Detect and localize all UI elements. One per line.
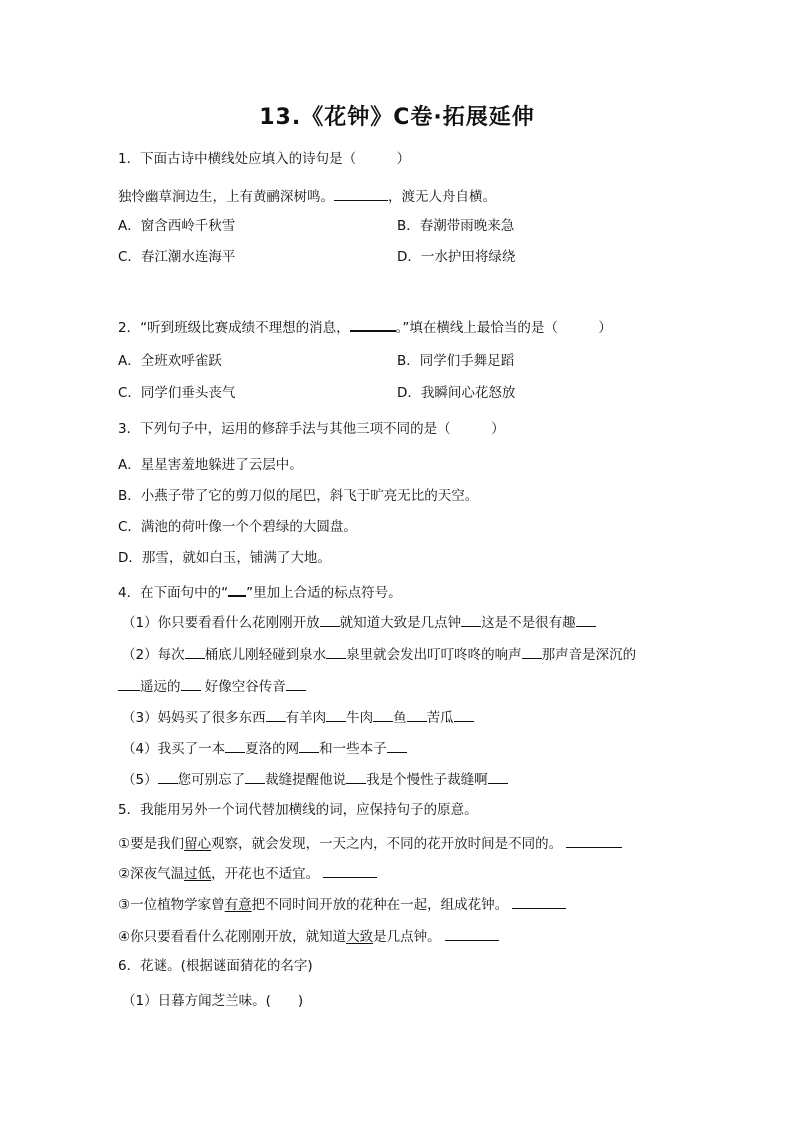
q2-stem-first: 2．“听到班级比赛成绩不理想的消息， (118, 320, 350, 336)
q4-s5-blank4[interactable] (488, 769, 508, 784)
q2-stem-second: 。”填在横线上最恰当的是（ ） (395, 320, 612, 336)
q4-s1-blank1[interactable] (320, 612, 340, 627)
q4-s2-blank2[interactable] (326, 644, 346, 659)
q2-option-b[interactable]: B．同学们手舞足蹈 (397, 353, 515, 369)
q4-sentence-5 (122, 769, 508, 789)
q4-s3-blank3[interactable] (373, 707, 393, 722)
q2-option-c[interactable]: C．同学们垂头丧气 (118, 385, 236, 401)
q4-s2-blank5[interactable] (181, 676, 201, 691)
q1-option-c[interactable]: C．春江潮水连海平 (118, 249, 236, 265)
q5-item-3 (118, 894, 566, 914)
q5-i3-answer-blank[interactable] (512, 894, 566, 909)
q4-s3-blank5[interactable] (454, 707, 474, 722)
q1-option-a[interactable]: A．窗含西岭千秋雪 (118, 218, 236, 234)
q4-s3-part3: 牛肉 (346, 710, 374, 726)
q1-poem-second: ，渡无人舟自横。 (388, 189, 496, 205)
q5-i1-part1: ①要是我们 (118, 836, 185, 852)
q5-i3-part2: 把不同时间开放的花种在一起，组成花钟。 (251, 897, 509, 913)
q3-option-d[interactable]: D．那雪，就如白玉，铺满了大地。 (118, 550, 331, 566)
q5-stem: 5．我能用另外一个词代替加横线的词，应保持句子的原意。 (118, 802, 478, 818)
q4-s5-part2: 您可别忘了 (177, 772, 246, 788)
q4-s3-blank1[interactable] (266, 707, 286, 722)
q5-i1-answer-blank[interactable] (566, 833, 622, 848)
q4-stem-first: 4．在下面句中的“ (118, 585, 229, 601)
q4-s1-blank2[interactable] (461, 612, 481, 627)
q4-s3-blank4[interactable] (407, 707, 427, 722)
q5-i3-part1: ③一位植物学家曾 (118, 897, 225, 913)
q5-i2-part2: ，开花也不适宜。 (211, 866, 320, 882)
q4-s5-blank1[interactable] (158, 769, 178, 784)
q4-s5-part4: 我是个慢性子裁缝啊 (366, 772, 488, 788)
q5-i2-answer-blank[interactable] (323, 863, 377, 878)
q4-s2-part3: 泉里就会发出叮叮咚咚的响声 (346, 647, 522, 663)
q4-s4-part3: 和一些本子 (319, 741, 387, 757)
q4-s4-blank2[interactable] (299, 738, 319, 753)
q1-blank[interactable] (334, 186, 388, 201)
q4-s2-part5: 遥远的 (140, 679, 181, 695)
q2-option-a[interactable]: A．全班欢呼雀跃 (118, 353, 222, 369)
q5-i1-part2: 观察，就会发现，一天之内，不同的花开放时间是不同的。 (211, 836, 563, 852)
q4-s4-blank3[interactable] (387, 738, 407, 753)
q4-s3-part2: 有羊肉 (285, 710, 327, 726)
q1-stem: 1．下面古诗中横线处应填入的诗句是（ ） (118, 151, 411, 167)
q5-i4-underlined-word: 大致 (346, 929, 374, 945)
q4-s2-blank6[interactable] (286, 676, 306, 691)
q4-example-blank (228, 581, 246, 597)
q1-option-d[interactable]: D．一水护田将绿绕 (397, 249, 516, 265)
q4-sentence-2 (122, 644, 636, 664)
q4-sentence-3 (122, 707, 474, 727)
q4-s3-blank2[interactable] (326, 707, 346, 722)
q5-item-1 (118, 833, 622, 853)
q5-i3-underlined-word: 有意 (224, 897, 252, 913)
q2-blank[interactable] (350, 316, 396, 332)
q4-s1-blank3[interactable] (576, 612, 596, 627)
q5-i4-answer-blank[interactable] (445, 926, 499, 941)
q4-s2-part6: 好像空谷传音 (200, 679, 286, 695)
q2-option-d[interactable]: D．我瞬间心花怒放 (397, 385, 516, 401)
q4-s5-part1: （5） (122, 772, 158, 788)
q4-s2-part4: 那声音是深沉的 (541, 647, 637, 663)
q1-poem-first: 独怜幽草涧边生，上有黄鹂深树鸣。 (118, 189, 334, 205)
q4-s4-blank1[interactable] (225, 738, 245, 753)
q4-s2-blank1[interactable] (185, 644, 205, 659)
q5-i4-part2: 是几点钟。 (373, 929, 441, 945)
q3-option-c[interactable]: C．满池的荷叶像一个个碧绿的大圆盘。 (118, 519, 357, 535)
q5-item-4 (118, 926, 499, 946)
q5-i4-part1: ④你只要看看什么花刚刚开放，就知道 (118, 929, 347, 945)
q4-s2-blank4[interactable] (118, 676, 140, 691)
q3-stem: 3．下列句子中，运用的修辞手法与其他三项不同的是（ ） (118, 421, 505, 437)
q4-s1-part1: （1）你只要看看什么花刚刚开放 (122, 615, 320, 631)
q4-s5-blank2[interactable] (245, 769, 265, 784)
q4-s4-part2: 夏洛的网 (245, 741, 300, 757)
q4-s1-part2: 就知道大致是几点钟 (339, 615, 462, 631)
q5-i2-part1: ②深夜气温 (118, 866, 185, 882)
q4-s3-part1: （3）妈妈买了很多东西 (122, 710, 266, 726)
q4-sentence-1 (122, 612, 596, 632)
q4-s2-part2: 桶底儿刚轻碰到泉水 (204, 647, 327, 663)
q4-stem (118, 581, 402, 602)
q1-poem (118, 186, 496, 206)
q4-s5-part3: 裁缝提醒他说 (265, 772, 347, 788)
q4-sentence-2-cont (118, 676, 306, 696)
q5-i2-underlined-word: 过低 (184, 866, 212, 882)
q1-option-b[interactable]: B．春潮带雨晚来急 (397, 218, 515, 234)
q5-i1-underlined-word: 留心 (184, 836, 212, 852)
q4-s4-part1: （4）我买了一本 (122, 741, 226, 757)
q4-s3-part5: 苦瓜 (426, 710, 454, 726)
q5-item-2 (118, 863, 377, 883)
q3-option-b[interactable]: B．小燕子带了它的剪刀似的尾巴，斜飞于旷亮无比的天空。 (118, 488, 479, 504)
q4-s2-part1: （2）每次 (122, 647, 185, 663)
q6-item-1[interactable]: （1）日暮方闻芝兰味。( ) (122, 993, 304, 1009)
q4-s1-part3: 这是不是很有趣 (481, 615, 576, 631)
q4-stem-second: ”里加上合适的标点符号。 (246, 585, 402, 601)
q3-option-a[interactable]: A．星星害羞地躲进了云层中。 (118, 457, 303, 473)
q4-s3-part4: 鱼 (393, 710, 407, 726)
q4-sentence-4 (122, 738, 407, 758)
q6-stem: 6．花谜。(根据谜面猜花的名字) (118, 958, 313, 974)
q2-stem (118, 316, 612, 337)
q4-s2-blank3[interactable] (522, 644, 542, 659)
q4-s5-blank3[interactable] (346, 769, 366, 784)
page-title: 13.《花钟》C卷·拓展延伸 (259, 105, 535, 130)
